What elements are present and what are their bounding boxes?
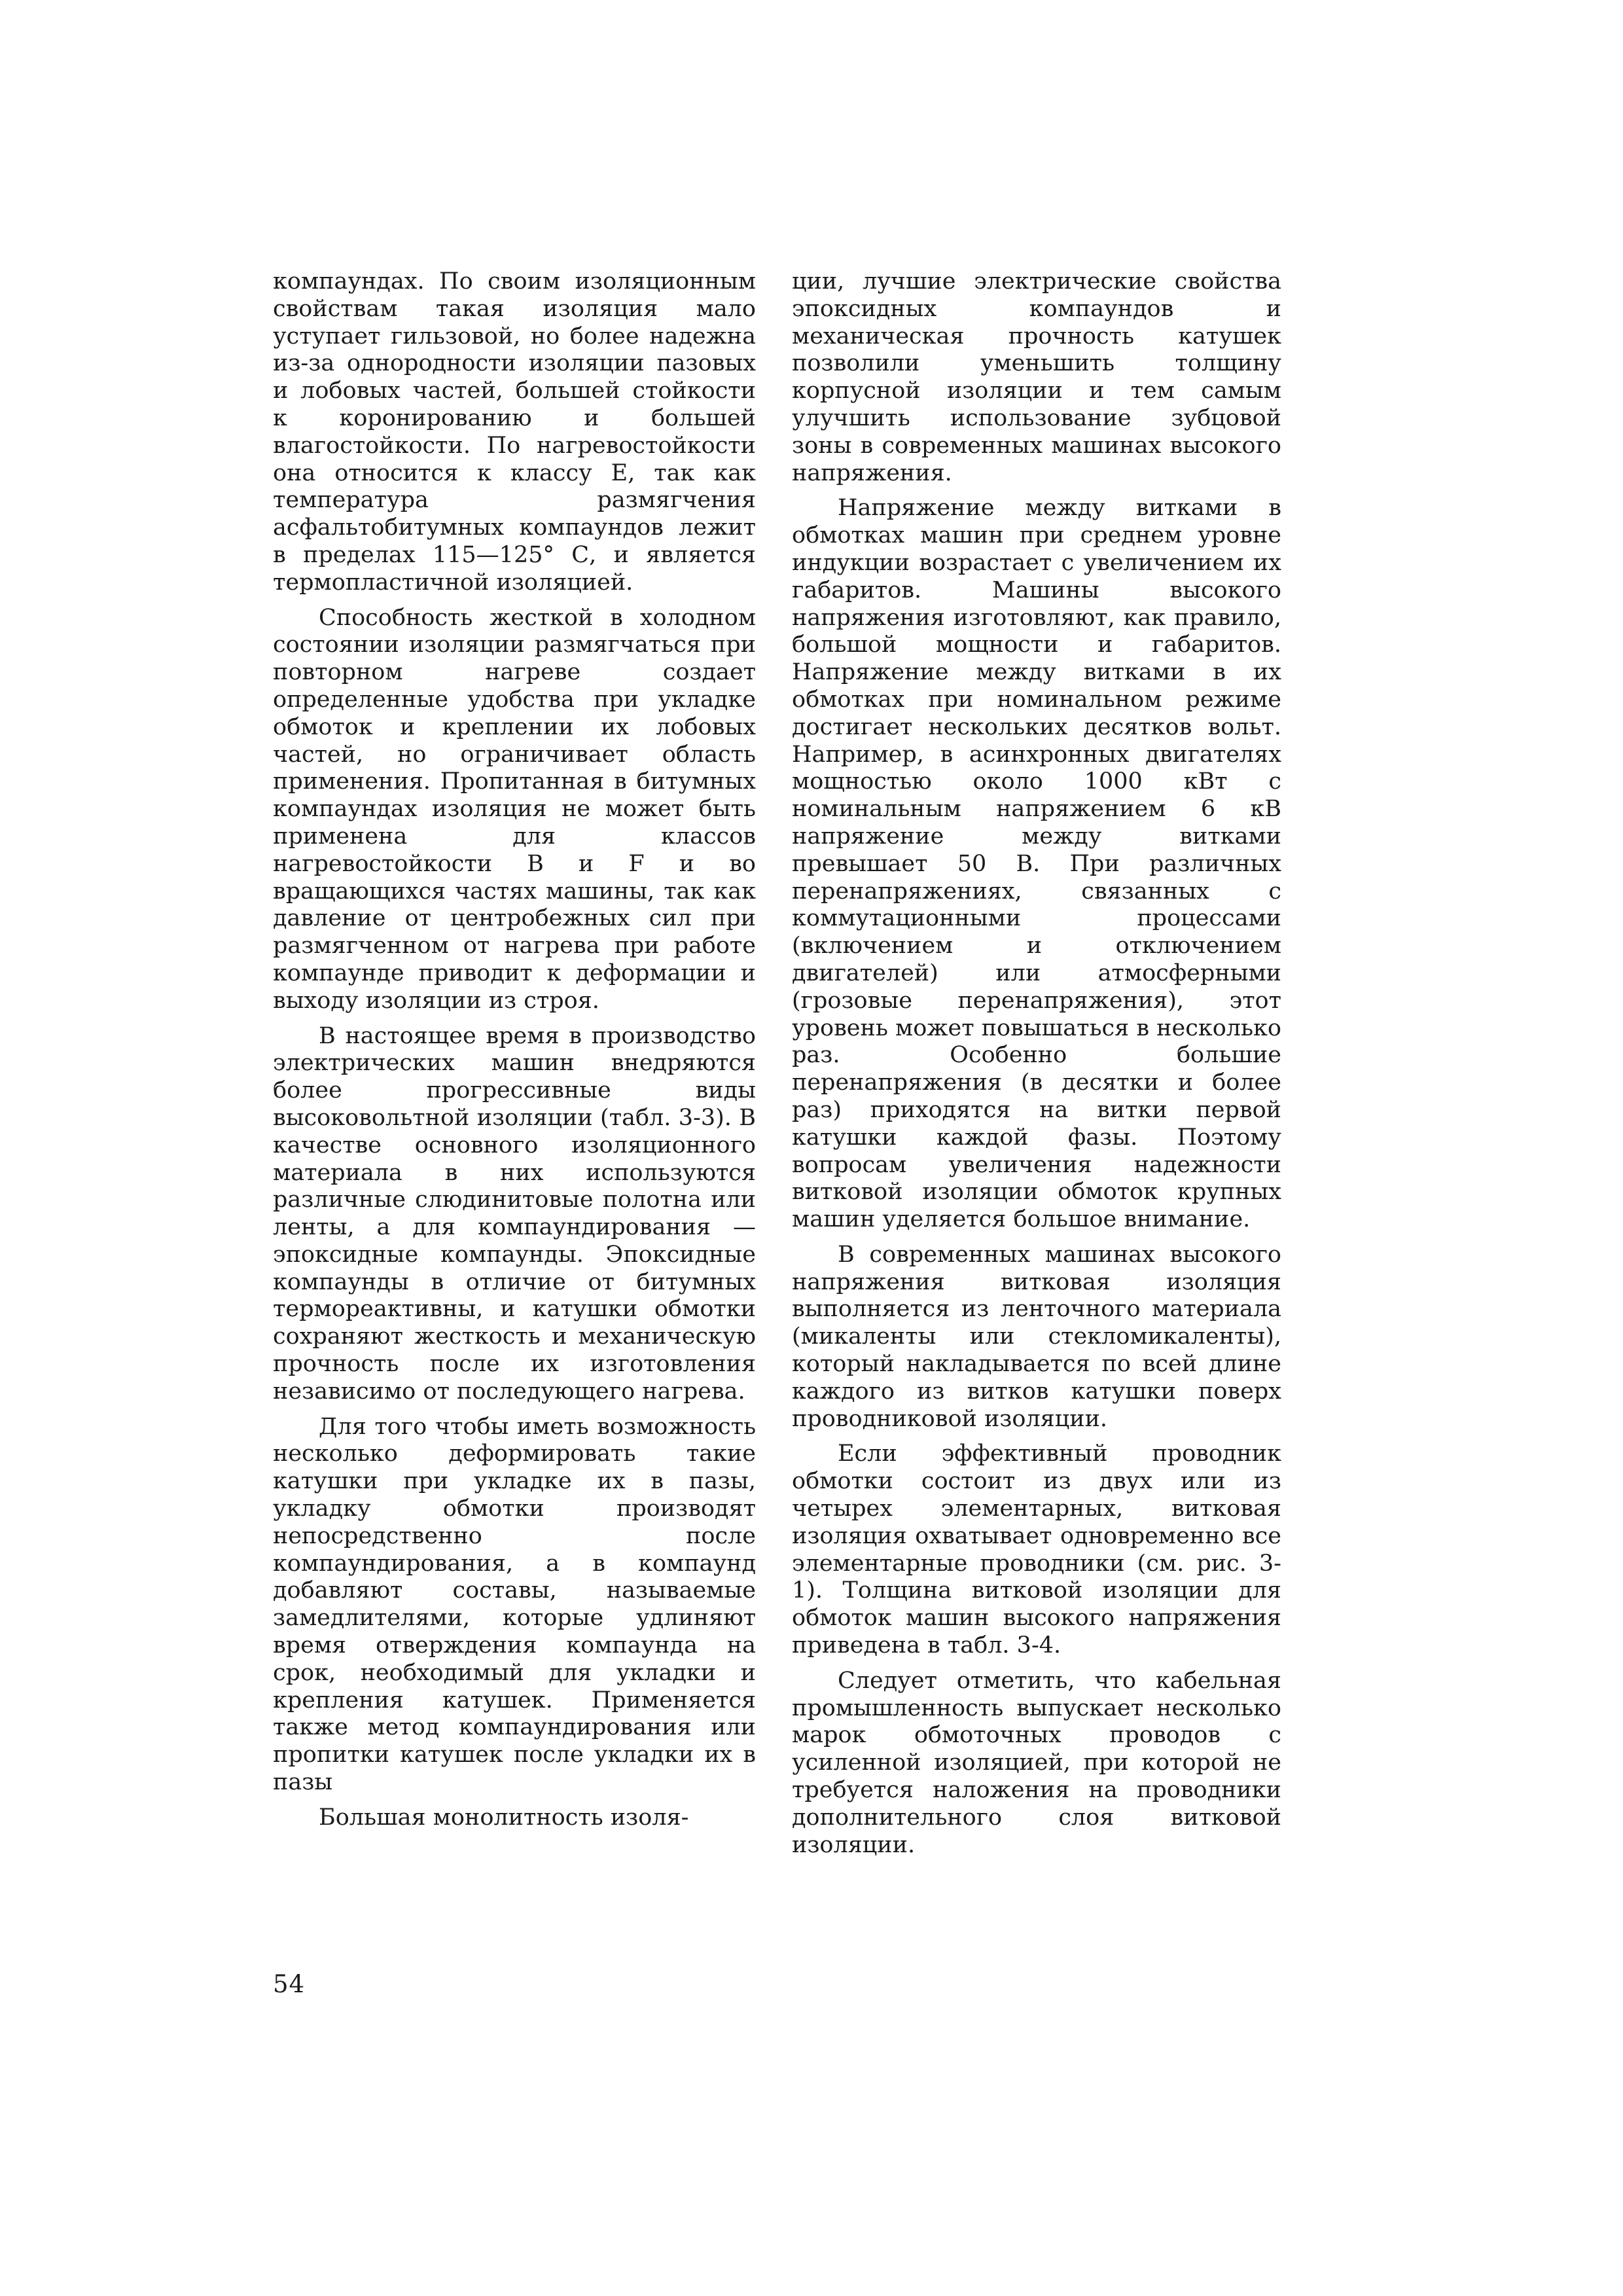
paragraph: Способность жесткой в холодном состоянии изоляции размягчаться при повторном нагреве создает определенные удобства при укладке обмоток и креплении их лобовых частей, но ограничивает область применения. Пропитанная в битумных компаундах изоляция не может быть применена для классов нагревостойкости В и F и во вращающихся частях машины, так как давление от центробежных сил при размягченном от нагрева при работе компаунде приводит к деформации и выходу изоляции из строя. xyxy=(273,604,756,1014)
paragraph: Для того чтобы иметь возможность несколько деформировать такие катушки при укладке их в пазы, укладку обмотки производят непосредственно после компаундирования, а в компаунд добавляют составы, называемые замедлителями, которые удлиняют время отверждения компаунда на срок, необходимый для укладки и крепления катушек. Применяется также метод компаундирования или пропитки катушек после укладки их в пазы xyxy=(273,1413,756,1796)
right-text-column xyxy=(792,268,1281,1867)
paragraph: В настоящее время в производство электрических машин внедряются более прогрессивные виды высоковольтной изоляции (табл. 3-3). В качестве основного изоляционного материала в них используются различные слюдинитовые полотна или ленты, а для компаундирования — эпоксидные компаунды. Эпоксидные компаунды в отличие от битумных термореактивны, и катушки обмотки сохраняют жесткость и механическую прочность после их изготовления независимо от последующего нагрева. xyxy=(273,1022,756,1405)
paragraph: Если эффективный проводник обмотки состоит из двух или из четырех элементарных, витковая изоляция охватывает одновременно все элементарные проводники (см. рис. 3-1). Толщина витковой изоляции для обмоток машин высокого напряжения приведена в табл. 3-4. xyxy=(792,1441,1281,1659)
paragraph: Напряжение между витками в обмотках машин при среднем уровне индукции возрастает с увеличением их габаритов. Машины высокого напряжения изготовляют, как правило, большой мощности и габаритов. Напряжение между витками в их обмотках при номинальном режиме достигает нескольких десятков вольт. Например, в асинхронных двигателях мощностью около 1000 кВт с номинальным напряжением 6 кВ напряжение между витками превышает 50 В. При различных перенапряжениях, связанных с коммутационными процессами (включением и отключением двигателей) или атмосферными (грозовые перенапряжения), этот уровень может повышаться в несколько раз. Особенно большие перенапряжения (в десятки и более раз) приходятся на витки первой катушки каждой фазы. Поэтому вопросам увеличения надежности витковой изоляции обмоток крупных машин уделяется большое внимание. xyxy=(792,495,1281,1233)
page-number: 54 xyxy=(273,1970,306,1998)
paragraph: ции, лучшие электрические свойства эпоксидных компаундов и механическая прочность катушек позволили уменьшить толщину корпусной изоляции и тем самым улучшить использование зубцовой зоны в современных машинах высокого напряжения. xyxy=(792,268,1281,486)
paragraph: Большая монолитность изоля- xyxy=(319,1804,689,1831)
left-text-column xyxy=(273,268,756,1840)
paragraph: компаундах. По своим изоляционным свойствам такая изоляция мало уступает гильзовой, но более надежна из-за однородности изоляции пазовых и лобовых частей, большей стойкости к коронированию и большей влагостойкости. По нагревостойкости она относится к классу Е, так как температура размягчения асфальтобитумных компаундов лежит в пределах 115—125° С, и является термопластичной изоляцией. xyxy=(273,268,756,596)
paragraph: В современных машинах высокого напряжения витковая изоляция выполняется из ленточного материала (микаленты или стекломикаленты), который накладывается по всей длине каждого из витков катушки поверх проводниковой изоляции. xyxy=(792,1241,1281,1432)
paragraph: Следует отметить, что кабельная промышленность выпускает несколько марок обмоточных проводов с усиленной изоляцией, при которой не требуется наложения на проводники дополнительного слоя витковой изоляции. xyxy=(792,1667,1281,1858)
